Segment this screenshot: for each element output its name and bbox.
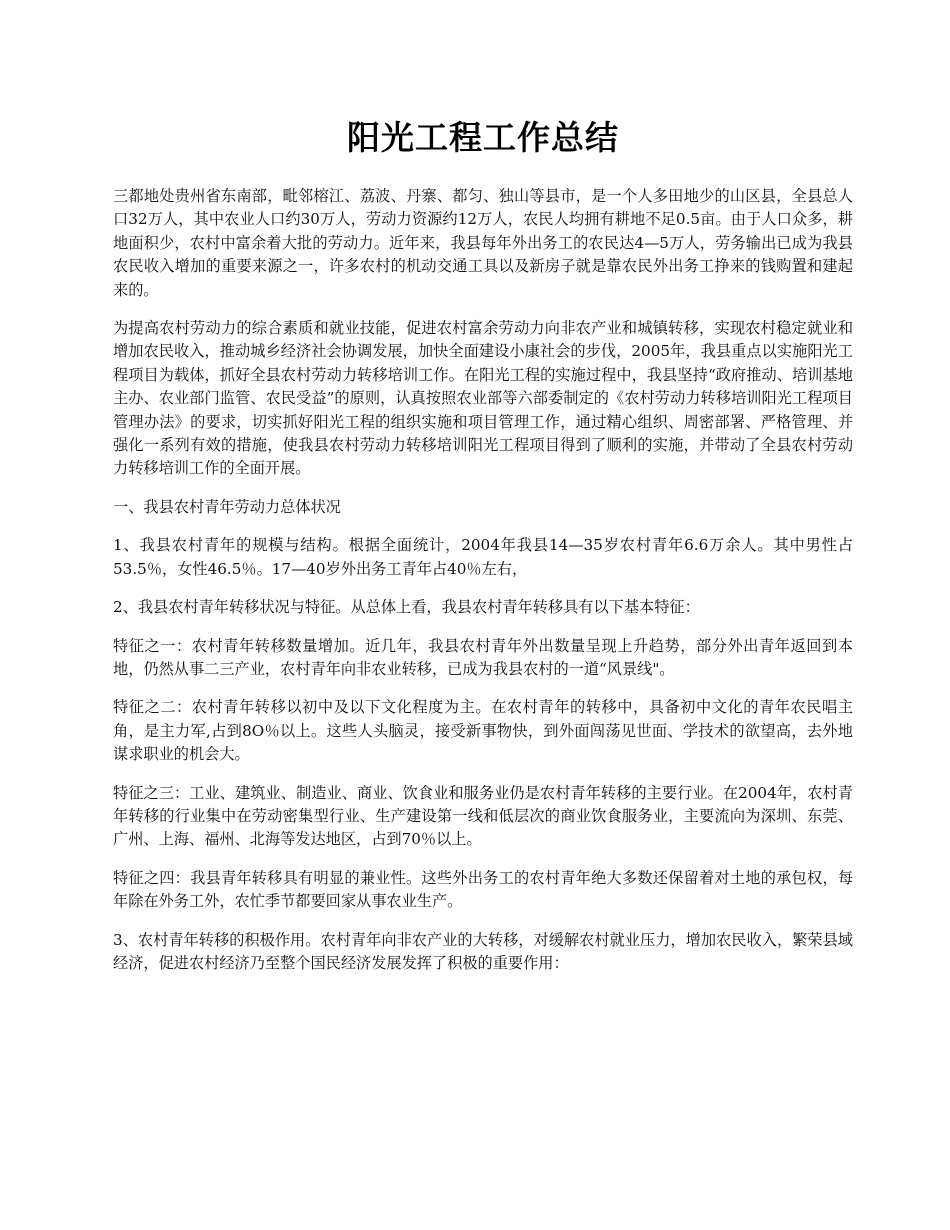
document-page — [113, 112, 853, 990]
paragraph-scale-structure: 1、我县农村青年的规模与结构。根据全面统计，2004年我县14—35岁农村青年6.6万余人。其中男性占53.5％，女性46.5％。17—40岁外出务工青年占40％左右， — [113, 536, 853, 578]
paragraph-feature-1: 特征之一：农村青年转移数量增加。近几年，我县农村青年外出数量呈现上升趋势，部分外出青年返回到本地，仍然从事二三产业，农村青年向非农业转移，已成为我县农村的一道“风景线"。 — [113, 636, 853, 678]
paragraph-feature-4: 特征之四：我县青年转移具有明显的兼业性。这些外出务工的农村青年绝大多数还保留着对土地的承包权，每年除在外务工外，农忙季节都要回家从事农业生产。 — [113, 868, 853, 911]
paragraph-transfer-status: 2、我县农村青年转移状况与特征。从总体上看，我县农村青年转移具有以下基本特征： — [113, 598, 700, 617]
document-title: 阳光工程工作总结 — [347, 118, 619, 157]
paragraph-feature-2: 特征之二：农村青年转移以初中及以下文化程度为主。在农村青年的转移中，具备初中文化的青年农民唱主角，是主力军,占到8O％以上。这些人头脑灵，接受新事物快，到外面闯荡见世面、学技术的欲望高，去外地谋求职业的机会大。 — [113, 698, 853, 764]
paragraph-intro: 三都地处贵州省东南部，毗邻榕江、荔波、丹寨、都匀、独山等县市，是一个人多田地少的山区县，全县总人口32万人，其中农业人口约30万人，劳动力资源约12万人，农民人均拥有耕地不足0.5亩。由于人口众多，耕地面积少，农村中富余着大批的劳动力。近年来，我县每年外出务工的农民达4—5万人，劳务输出已成为我县农民收入增加的重要来源之一，许多农村的机动交通工具以及新房子就是靠农民外出务工挣来的钱购置和建起来的。 — [113, 187, 853, 299]
section-heading-1: 一、我县农村青年劳动力总体状况 — [113, 497, 341, 516]
paragraph-positive-effects: 3、农村青年转移的积极作用。农村青年向非农产业的大转移，对缓解农村就业压力，增加农民收入，繁荣县域经济，促进农村经济乃至整个国民经济发展发挥了积极的重要作用： — [113, 930, 853, 972]
paragraph-sunshine-project: 为提高农村劳动力的综合素质和就业技能，促进农村富余劳动力向非农产业和城镇转移，实现农村稳定就业和增加农民收入，推动城乡经济社会协调发展，加快全面建设小康社会的步伐，2005年，我县重点以实施阳光工程项目为载体，抓好全县农村劳动力转移培训工作。在阳光工程的实施过程中，我县坚持“政府推动、培训基地主办、农业部门监管、农民受益”的原则，认真按照农业部等六部委制定的《农村劳动力转移培训阳光工程项目管理办法》的要求，切实抓好阳光工程的组织实施和项目管理工作，通过精心组织、周密部署、严格管理、并强化一系列有效的措施，使我县农村劳动力转移培训阳光工程项目得到了顺利的实施，并带动了全县农村劳动力转移培训工作的全面开展。 — [113, 319, 853, 478]
paragraph-feature-3: 特征之三：工业、建筑业、制造业、商业、饮食业和服务业仍是农村青年转移的主要行业。在2004年，农村青年转移的行业集中在劳动密集型行业、生产建设第一线和低层次的商业饮食服务业，主要流向为深圳、东莞、广州、上海、福州、北海等发达地区，占到70％以上。 — [113, 783, 853, 849]
